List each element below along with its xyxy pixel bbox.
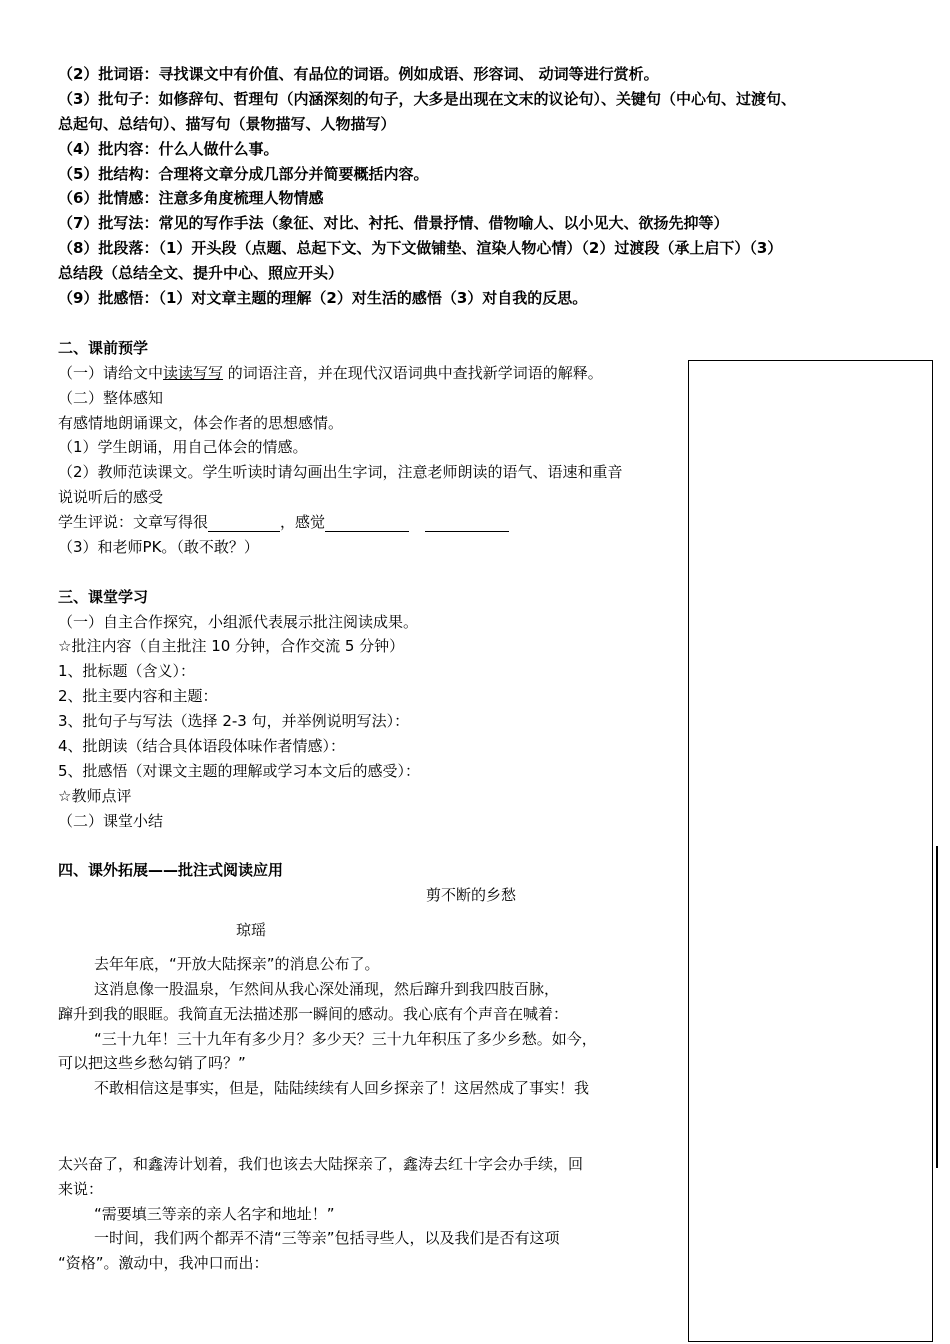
preview-item-vocab: [58, 363, 603, 383]
method-line-9: （9）批感悟：（1）对文章主题的理解（2）对生活的感悟（3）对自我的反思。: [58, 289, 588, 307]
article-paragraph: 可以把这些乡愁勾销了吗？”: [58, 1054, 246, 1072]
method-line-5: （5）批结构：合理将文章分成几部分并简要概括内容。: [58, 165, 429, 183]
student-evaluation: [58, 512, 509, 532]
classroom-line: 2、批主要内容和主题：: [58, 687, 218, 705]
preview-item-read-aloud: 有感情地朗诵课文，体会作者的思想感情。: [58, 414, 344, 432]
method-line-8: （8）批段落：（1）开头段（点题、总起下文、为下文做铺垫、渲染人物心情）（2）过渡段（承上启下）（3）: [58, 239, 783, 257]
classroom-heading: 三、课堂学习: [58, 588, 149, 606]
article-title: 剪不断的乡愁: [426, 886, 517, 904]
article-paragraph: 太兴奋了，和鑫涛计划着，我们也该去大陆探亲了，鑫涛去红十字会办手续，回: [58, 1155, 584, 1173]
article-paragraph: “资格”。激动中，我冲口而出：: [58, 1254, 269, 1272]
article-paragraph: 这消息像一股温泉，乍然间从我心深处涌现，然后蹿升到我四肢百脉，: [94, 980, 560, 998]
vocab-prefix: （一）请给文中: [58, 364, 164, 382]
eval-blank-2[interactable]: [325, 517, 409, 532]
article-paragraph: “三十九年！三十九年有多少月？多少天？三十九年积压了多少乡愁。如今，: [94, 1030, 597, 1048]
preview-item-perception: （二）整体感知: [58, 389, 164, 407]
article-author: 琼瑶: [236, 921, 267, 939]
method-line-3-cont: 总起句、总结句）、描写句（景物描写、人物描写）: [58, 115, 396, 133]
method-line-2: （2）批词语：寻找课文中有价值、有品位的词语。例如成语、形容词、 动词等进行赏析。: [58, 65, 659, 83]
preview-heading: 二、课前预学: [58, 339, 149, 357]
classroom-line: ☆教师点评: [58, 787, 132, 805]
eval-mid: ，感觉: [280, 513, 326, 531]
classroom-line: 5、批感悟（对课文主题的理解或学习本文后的感受）：: [58, 762, 421, 780]
classroom-line: 4、批朗读（结合具体语段体味作者情感）：: [58, 737, 346, 755]
article-paragraph: 来说：: [58, 1180, 104, 1198]
article-paragraph: 去年年底，“开放大陆探亲”的消息公布了。: [94, 955, 380, 973]
preview-item-feelings: 说说听后的感受: [58, 488, 164, 506]
eval-blank-3[interactable]: [425, 517, 509, 532]
article-paragraph: 不敢相信这是事实，但是，陆陆续续有人回乡探亲了！这居然成了事实！我: [94, 1079, 590, 1097]
article-paragraph: 一时间，我们两个都弄不清“三等亲”包括寻些人，以及我们是否有这项: [94, 1229, 560, 1247]
method-line-7: （7）批写法：常见的写作手法（象征、对比、衬托、借景抒情、借物喻人、以小见大、欲扬先抑等）: [58, 214, 729, 232]
page-edge-mark: [936, 846, 938, 1168]
extension-heading: [58, 860, 283, 880]
method-line-6: （6）批情感：注意多角度梳理人物情感: [58, 189, 324, 207]
method-line-4: （4）批内容：什么人做什么事。: [58, 140, 279, 158]
vocab-underlined: 读读写写: [163, 364, 224, 382]
classroom-line: （二）课堂小结: [58, 812, 164, 830]
article-paragraph: “需要填三等亲的亲人名字和地址！”: [94, 1205, 335, 1223]
classroom-line: ☆批注内容（自主批注 10 分钟，合作交流 5 分钟）: [58, 637, 405, 655]
article-paragraph: 蹿升到我的眼眶。我简直无法描述那一瞬间的感动。我心底有个声音在喊着：: [58, 1005, 569, 1023]
eval-prefix: 学生评说：文章写得很: [58, 513, 209, 531]
method-line-3: （3）批句子：如修辞句、哲理句（内涵深刻的句子，大多是出现在文末的议论句）、关键句（中心句、过渡句、: [58, 90, 796, 108]
vocab-suffix: 的词语注音，并在现代汉语词典中查找新学词语的解释。: [223, 364, 603, 382]
preview-item-teacher-read: （2）教师范读课文。学生听读时请勾画出生字词，注意老师朗读的语气、语速和重音: [58, 463, 623, 481]
method-line-8-cont: 总结段（总结全文、提升中心、照应开头）: [58, 264, 344, 282]
eval-blank-1[interactable]: [208, 517, 280, 532]
preview-item-pk: （3）和老师PK。（敢不敢？）: [58, 538, 259, 556]
preview-item-student-read: （1）学生朗诵，用自己体会的情感。: [58, 438, 308, 456]
extension-heading-text: 四、课外拓展——批注式阅读应用: [58, 861, 284, 879]
classroom-line: 3、批句子与写法（选择 2-3 句，并举例说明写法）：: [58, 712, 410, 730]
notes-box: [688, 360, 933, 1342]
classroom-line: 1、批标题（含义）：: [58, 662, 196, 680]
classroom-line: （一）自主合作探究，小组派代表展示批注阅读成果。: [58, 613, 419, 631]
